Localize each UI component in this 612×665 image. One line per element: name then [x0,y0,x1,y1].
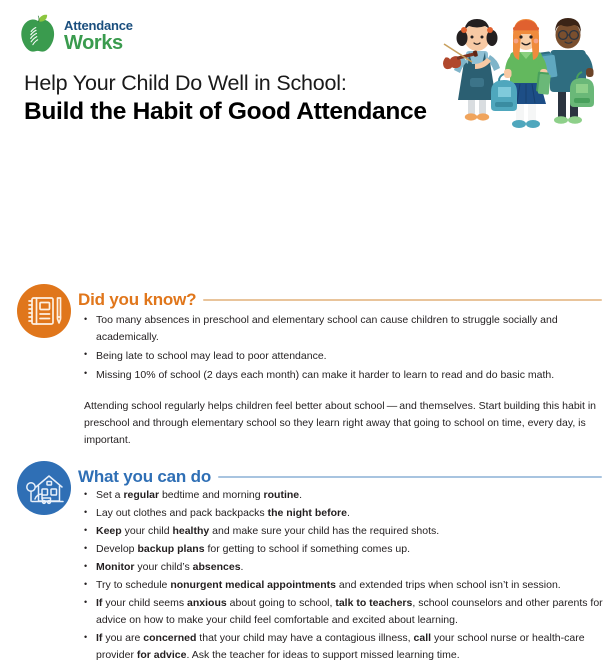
logo-text-works: Works [64,32,123,54]
list-item: • Try to schedule nonurgent medical appointments and extended trips when school isn’t in session. [84,577,604,594]
page-header [0,0,612,140]
header-rule [203,299,602,301]
section-title-did-you-know: Did you know? [78,290,197,309]
list-item: • Missing 10% of school (2 days each month) can make it harder to learn to read and do basic math. [84,367,604,384]
page-title [24,70,427,127]
title-line-2: Build the Habit of Good Attendance [24,98,427,126]
section-title-what-you-can-do: What you can do [78,467,212,486]
list-item: • Lay out clothes and pack backpacks the night before. [84,505,604,522]
notebook-pencil-icon [17,284,71,338]
what-you-can-do-header [78,467,602,487]
list-item: • Set a regular bedtime and morning routine. [84,487,604,504]
did-you-know-bullet-list [84,312,604,386]
attendance-works-logo [18,14,133,56]
did-you-know-paragraph: Attending school regularly helps children feel better about school — and themselves. Start building this habit in preschool and through elementary school so they learn right away that going to school on time, every day, is important. [84,400,597,446]
header-rule [218,476,602,478]
did-you-know-header [78,290,602,310]
list-item: • Being late to school may lead to poor attendance. [84,348,604,365]
house-home-icon [17,461,71,515]
list-item: • If your child seems anxious about going to school, talk to teachers, school counselors and other parents for advice on how to make your child feel comfortable and excited about learning. [84,595,604,628]
list-item: • Too many absences in preschool and elementary school can cause children to struggle socially and academically. [84,312,604,345]
logo-text-attendance: Attendance [64,18,133,33]
title-line-1: Help Your Child Do Well in School: [24,71,347,95]
what-you-can-do-bullet-list [84,487,604,665]
list-item: • Keep your child healthy and make sure your child has the required shots. [84,523,604,540]
three-school-children-illustration [442,6,610,136]
green-apple-hand-icon [18,14,58,56]
list-item: • If you are concerned that your child may have a contagious illness, call your school nurse or health-care provider for advice. Ask the teacher for ideas to support missed learning time. [84,630,604,663]
list-item: • Monitor your child’s absences. [84,559,604,576]
list-item: • Develop backup plans for getting to school if something comes up. [84,541,604,558]
